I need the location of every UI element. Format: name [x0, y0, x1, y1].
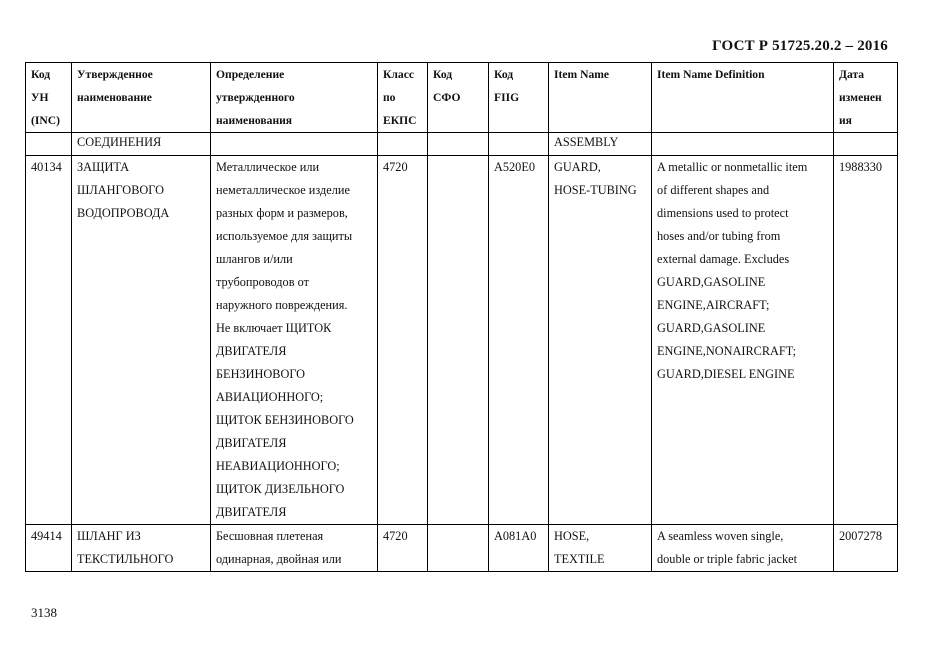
- cell-text-line: наружного повреждения.: [216, 298, 348, 312]
- inc-cell: [26, 525, 72, 572]
- cell-text-line: Код: [494, 68, 514, 81]
- cell-text-line: GUARD,DIESEL ENGINE: [657, 367, 795, 381]
- cell-text-line: НЕАВИАЦИОННОГО;: [216, 459, 340, 473]
- approved-name-cell: [72, 156, 211, 525]
- cell-text-line: используемое для защиты: [216, 229, 353, 243]
- cell-text-line: ЗАЩИТА: [77, 160, 130, 174]
- cell-text-line: Item Name Definition: [657, 68, 765, 81]
- catalog-table: [25, 62, 898, 572]
- table-cell: [428, 133, 489, 156]
- item-definition-cell: [652, 525, 834, 572]
- cell-text-line: ДВИГАТЕЛЯ: [216, 505, 287, 519]
- cell-text-line: ДВИГАТЕЛЯ: [216, 436, 287, 450]
- cell-text-line: одинарная, двойная или: [216, 552, 342, 566]
- cell-text-line: 4720: [383, 160, 408, 174]
- table-cell: [72, 133, 211, 156]
- header-cell: [652, 63, 834, 133]
- cell-text-line: БЕНЗИНОВОГО: [216, 367, 306, 381]
- cell-text-line: ENGINE,AIRCRAFT;: [657, 298, 770, 312]
- cell-text-line: ЕКПС: [383, 114, 417, 127]
- cell-text-line: Не включает ЩИТОК: [216, 321, 332, 335]
- table-cell: [378, 133, 428, 156]
- cell-text-line: 40134: [31, 160, 62, 174]
- table-cell: [549, 133, 652, 156]
- table-cell: [211, 133, 378, 156]
- cell-text-line: ТЕКСТИЛЬНОГО: [77, 552, 174, 566]
- cell-text-line: Код: [433, 68, 453, 81]
- header-cell: [428, 63, 489, 133]
- cell-text-line: 4720: [383, 529, 408, 543]
- cell-text-line: наименование: [77, 91, 152, 104]
- class-cell: [378, 156, 428, 525]
- table-cell: [489, 133, 549, 156]
- class-cell: [378, 525, 428, 572]
- document-header: ГОСТ Р 51725.20.2 – 2016: [712, 38, 888, 54]
- cell-text-line: GUARD,: [554, 160, 601, 174]
- cell-text-line: УН: [31, 91, 49, 104]
- cell-text-line: HOSE-TUBING: [554, 183, 637, 197]
- header-cell: [72, 63, 211, 133]
- item-definition-cell: [652, 156, 834, 525]
- cell-text-line: (INC): [31, 114, 60, 127]
- cell-text-line: of different shapes and: [657, 183, 770, 197]
- definition-cell: [211, 525, 378, 572]
- cell-text-line: HOSE,: [554, 529, 590, 543]
- cell-text-line: утвержденного: [216, 91, 295, 104]
- cell-text-line: Определение: [216, 68, 285, 81]
- cell-text-line: разных форм и размеров,: [216, 206, 348, 220]
- cell-text-line: шлангов и/или: [216, 252, 293, 266]
- cell-text-line: ЩИТОК ДИЗЕЛЬНОГО: [216, 482, 345, 496]
- cell-text-line: ШЛАНГОВОГО: [77, 183, 164, 197]
- cell-text-line: трубопроводов от: [216, 275, 309, 289]
- table-row: [26, 133, 898, 156]
- cell-text-line: ВОДОПРОВОДА: [77, 206, 170, 220]
- cell-text-line: A081A0: [494, 529, 537, 543]
- item-name-cell: [549, 525, 652, 572]
- table-cell: [652, 133, 834, 156]
- cell-text-line: FIIG: [494, 91, 520, 104]
- cell-text-line: Дата: [839, 68, 865, 81]
- cell-text-line: hoses and/or tubing from: [657, 229, 781, 243]
- date-cell: [834, 525, 898, 572]
- cell-text-line: АВИАЦИОННОГО;: [216, 390, 324, 404]
- inc-cell: [26, 156, 72, 525]
- fiig-cell: [489, 525, 549, 572]
- cell-text-line: external damage. Excludes: [657, 252, 790, 266]
- definition-cell: [211, 156, 378, 525]
- cell-text-line: Item Name: [554, 68, 610, 81]
- cell-text-line: наименования: [216, 114, 293, 127]
- cell-text-line: A520E0: [494, 160, 535, 174]
- cell-text-line: ия: [839, 114, 852, 127]
- cell-text-line: Металлическое или: [216, 160, 320, 174]
- cell-text-line: Код: [31, 68, 51, 81]
- page-number: 3138: [31, 605, 57, 620]
- cell-text-line: ДВИГАТЕЛЯ: [216, 344, 287, 358]
- cell-text-line: ENGINE,NONAIRCRAFT;: [657, 344, 797, 358]
- item-name-cell: [549, 156, 652, 525]
- cell-text-line: GUARD,GASOLINE: [657, 321, 766, 335]
- cell-text-line: Утвержденное: [77, 68, 153, 81]
- table-row: [26, 525, 898, 572]
- sfo-cell: [428, 156, 489, 525]
- cell-text-line: Класс: [383, 68, 414, 81]
- approved-name-cell: [72, 525, 211, 572]
- header-cell: [26, 63, 72, 133]
- table-cell: [834, 133, 898, 156]
- cell-text-line: TEXTILE: [554, 552, 605, 566]
- header-cell: [489, 63, 549, 133]
- cell-text-line: ШЛАНГ ИЗ: [77, 529, 141, 543]
- cell-text-line: по: [383, 91, 396, 104]
- cell-text-line: double or triple fabric jacket: [657, 552, 797, 566]
- cell-text-line: ASSEMBLY: [554, 135, 619, 149]
- sfo-cell: [428, 525, 489, 572]
- cell-text-line: ЩИТОК БЕНЗИНОВОГО: [216, 413, 354, 427]
- header-cell: [378, 63, 428, 133]
- table-row: [26, 156, 898, 525]
- cell-text-line: GUARD,GASOLINE: [657, 275, 766, 289]
- table-header-row: [26, 63, 898, 133]
- cell-text-line: СОЕДИНЕНИЯ: [77, 135, 162, 149]
- header-cell: [549, 63, 652, 133]
- cell-text-line: A seamless woven single,: [657, 529, 784, 543]
- cell-text-line: 1988330: [839, 160, 883, 174]
- cell-text-line: dimensions used to protect: [657, 206, 789, 220]
- header-cell: [211, 63, 378, 133]
- cell-text-line: изменен: [839, 91, 882, 104]
- cell-text-line: 2007278: [839, 529, 883, 543]
- cell-text-line: Бесшовная плетеная: [216, 529, 324, 543]
- header-cell: [834, 63, 898, 133]
- cell-text-line: неметаллическое изделие: [216, 183, 350, 197]
- cell-text-line: 49414: [31, 529, 62, 543]
- fiig-cell: [489, 156, 549, 525]
- cell-text-line: A metallic or nonmetallic item: [657, 160, 808, 174]
- table-cell: [26, 133, 72, 156]
- date-cell: [834, 156, 898, 525]
- cell-text-line: СФО: [433, 91, 461, 104]
